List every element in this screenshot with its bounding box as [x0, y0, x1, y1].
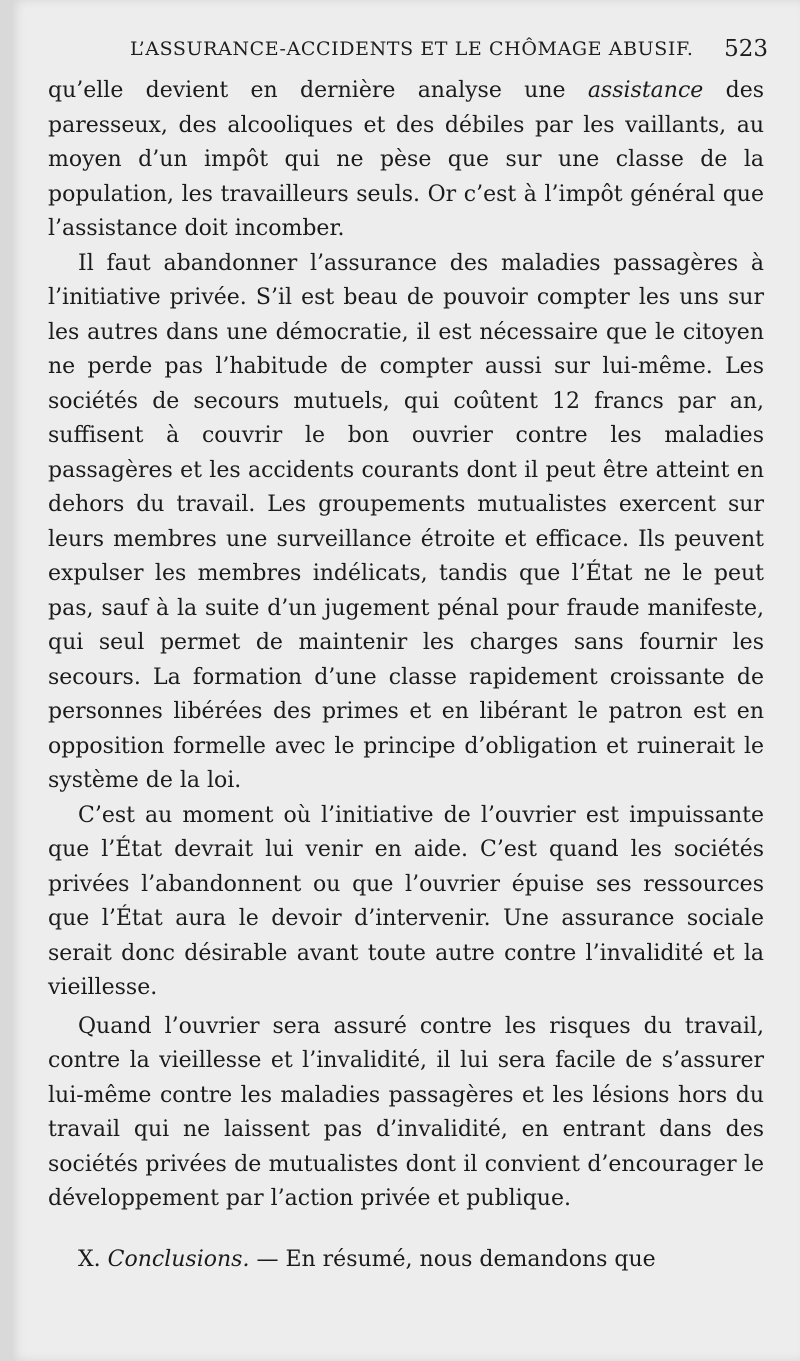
- paragraph-2: Il faut abandonner l’assurance des maladies passagères à l’initiative privée. S’il est beau de pouvoir compter les uns sur les autres dans une démocratie, il est nécessaire que le citoyen ne perde pas l’habitude de compter aussi sur lui-même. Les sociétés de secours mutuels, qui coûtent 12 francs par an, suffisent à couvrir le bon ouvrier contre les maladies passagères et les accidents courants dont il peut être atteint en dehors du travail. Les groupements mutualistes exercent sur leurs membres une surveillance étroite et efficace. Ils peuvent expulser les membres indélicats, tandis que l’État ne le peut pas, sauf à la suite d’un jugement pénal pour fraude manifeste, qui seul permet de maintenir les charges sans fournir les secours. La formation d’une classe rapidement croissante de personnes libérées des primes et en libérant le patron est en opposition formelle avec le principe d’obligation et ruinerait le système de la loi.: [48, 250, 764, 793]
- page-header: [10, 38, 800, 68]
- book-page: [10, 0, 800, 1361]
- page-number: 523: [724, 36, 768, 62]
- section-text: — En résumé, nous demandons que: [249, 1246, 656, 1272]
- section-heading: Conclusions.: [107, 1246, 250, 1272]
- running-title: L’ASSURANCE-ACCIDENTS ET LE CHÔMAGE ABUSIF.: [130, 38, 694, 60]
- emphasis-assistance: assistance: [587, 78, 704, 103]
- paragraph-3: C’est au moment où l’initiative de l’ouvrier est impuissante que l’État devrait lui venir en aide. C’est quand les sociétés privées l’abandonnent ou que l’ouvrier épuise ses ressources que l’État aura le devoir d’intervenir. Une assurance sociale serait donc désirable avant toute autre contre l’invalidité et la vieillesse.: [48, 802, 764, 1000]
- paragraph-4: Quand l’ouvrier sera assuré contre les risques du travail, contre la vieillesse et l’invalidité, il lui sera facile de s’assurer lui-même contre les maladies passagères et les lésions hors du travail qui ne laissent pas d’invalidité, en entrant dans des sociétés privées de mutualistes dont il convient d’encourager le développement par l’action privée et publique.: [48, 1013, 764, 1211]
- paragraph-1-before: qu’elle devient en dernière analyse une: [48, 78, 588, 103]
- body-text: [48, 74, 764, 1277]
- paragraph-1-after: des paresseux, des alcooliques et des débiles par les vaillants, au moyen d’un impôt qui ne pèse que sur une classe de la population, les travailleurs seuls. Or c’est à l’impôt général que l’assistance doit incomber.: [48, 78, 764, 241]
- paragraph-1: [48, 74, 764, 247]
- section-number: X.: [78, 1246, 108, 1272]
- section-conclusions: [48, 1243, 764, 1278]
